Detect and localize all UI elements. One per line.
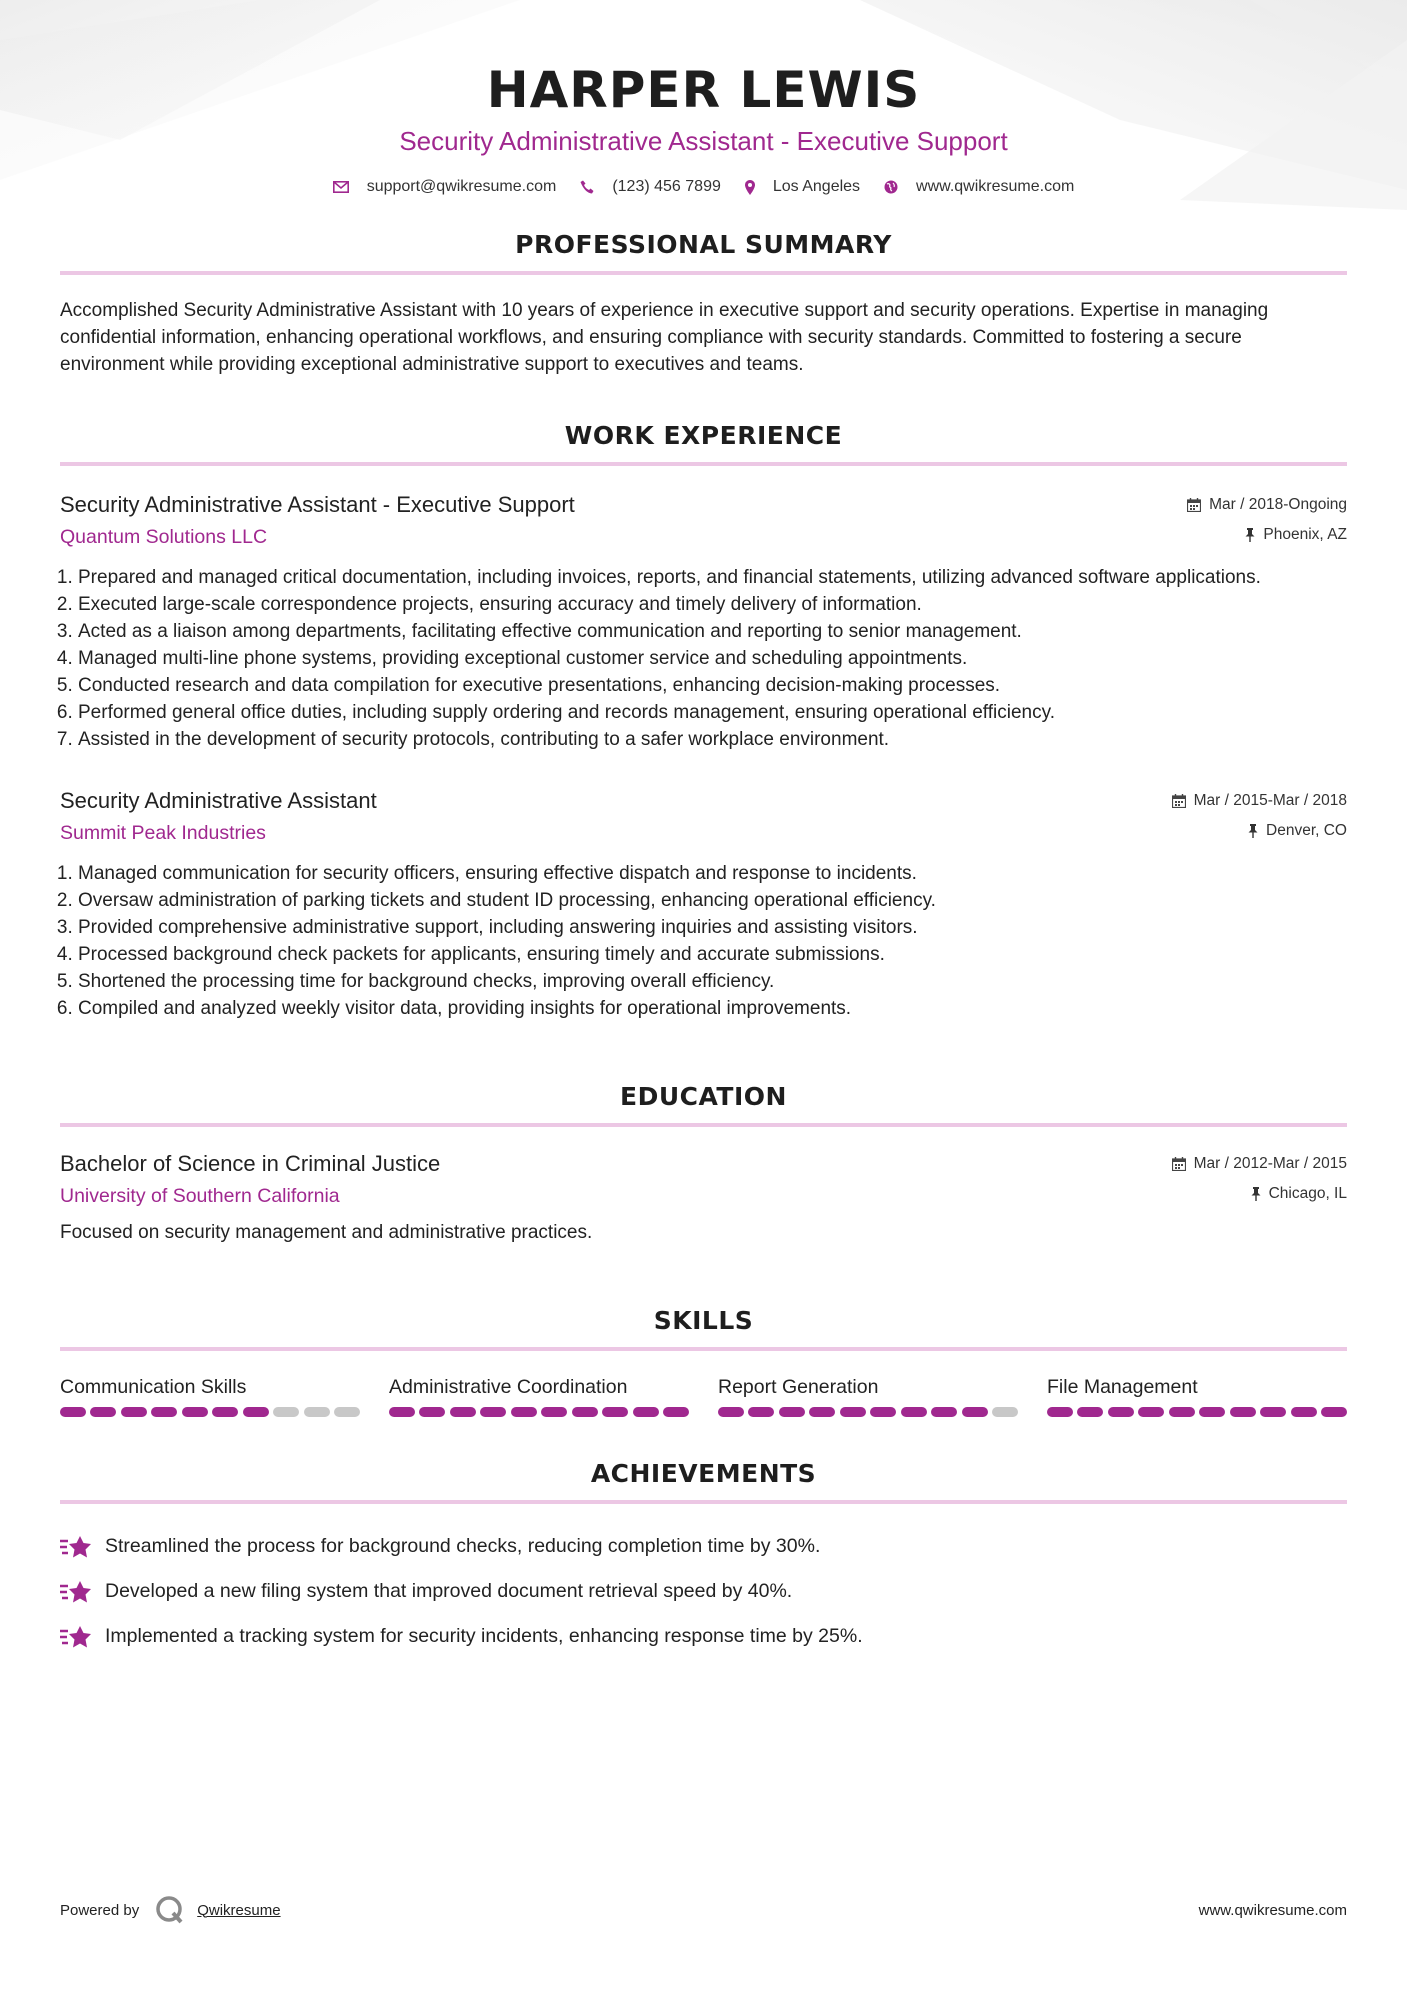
resume-header [0, 0, 1407, 196]
skill-segment-filled [931, 1407, 957, 1417]
education-heading: EDUCATION [60, 1082, 1347, 1127]
skill-name: Administrative Coordination [389, 1376, 628, 1398]
duty-item: 3. Provided comprehensive administrative support, including answering inquiries and assisting visitors. [78, 914, 1347, 941]
experience-heading: WORK EXPERIENCE [60, 421, 1347, 466]
education-description: Focused on security management and administrative practices. [60, 1222, 593, 1243]
skill-segment-filled [1230, 1407, 1256, 1417]
map-marker-icon [745, 180, 755, 195]
contact-phone[interactable] [580, 178, 721, 196]
job-header [60, 786, 1347, 848]
education-section [60, 1082, 1347, 1246]
job-header [60, 490, 1347, 552]
duty-item: 2. Executed large-scale correspondence projects, ensuring accuracy and timely delivery of information. [78, 591, 1347, 618]
skill-level-bar [389, 1407, 689, 1417]
skill-segment-filled [1138, 1407, 1164, 1417]
candidate-role: Security Administrative Assistant - Executive Support [399, 126, 1008, 156]
duty-item: 4. Managed multi-line phone systems, providing exceptional customer service and scheduling appointments. [78, 645, 1347, 672]
skill-segment-filled [840, 1407, 866, 1417]
pushpin-icon [1251, 1187, 1261, 1201]
duty-item: 6. Performed general office duties, including supply ordering and records management, ensuring operational efficiency. [78, 699, 1347, 726]
job-dates: Mar / 2015-Mar / 2018 [1193, 792, 1347, 809]
skill-segment-filled [419, 1407, 445, 1417]
job-duties [60, 564, 1347, 753]
duty-item: 5. Conducted research and data compilation for executive presentations, enhancing decision-making processes. [78, 672, 1347, 699]
education-entry [60, 1149, 1347, 1211]
summary-section [60, 230, 1347, 378]
education-meta [1172, 1149, 1347, 1211]
skill-level-bar [60, 1407, 360, 1417]
pushpin-icon [1248, 824, 1258, 838]
resume-body [0, 230, 1407, 1659]
skill-segment-empty [304, 1407, 330, 1417]
achievements-list [60, 1524, 1347, 1659]
skill-level-bar [718, 1407, 1018, 1417]
duty-item: 2. Oversaw administration of parking tickets and student ID processing, enhancing operational efficiency. [78, 887, 1347, 914]
job-meta [1187, 490, 1347, 552]
job-title: Security Administrative Assistant - Executive Support [60, 492, 575, 517]
skill-segment-filled [663, 1407, 689, 1417]
skill-item [718, 1373, 1018, 1417]
skill-segment-filled [901, 1407, 927, 1417]
website-text: www.qwikresume.com [916, 178, 1075, 195]
achievement-text: Streamlined the process for background checks, reducing completion time by 30%. [105, 1535, 821, 1557]
skills-list [60, 1373, 1347, 1417]
job-company: Summit Peak Industries [60, 822, 266, 844]
achievements-section [60, 1459, 1347, 1659]
star-icon [60, 1625, 93, 1649]
contact-location [745, 178, 860, 196]
education-location: Chicago, IL [1268, 1185, 1347, 1202]
job-location: Phoenix, AZ [1263, 526, 1347, 543]
globe-icon [884, 180, 898, 194]
skill-item [389, 1373, 689, 1417]
skill-segment-filled [60, 1407, 86, 1417]
skill-segment-filled [962, 1407, 988, 1417]
skill-segment-filled [1077, 1407, 1103, 1417]
skill-name: File Management [1047, 1376, 1198, 1398]
star-icon [60, 1535, 93, 1559]
skill-item [1047, 1373, 1347, 1417]
skill-segment-filled [182, 1407, 208, 1417]
skill-segment-filled [748, 1407, 774, 1417]
qwikresume-logo-icon [155, 1895, 185, 1925]
summary-text: Accomplished Security Administrative Assistant with 10 years of experience in executive support and security operations. Expertise in managing confidential information, enhancing operational workflows, and ensuring compliance with security standards. Committed to fostering a secure environment while providing exceptional administrative support to executives and teams. [60, 300, 1269, 375]
phone-icon [580, 180, 594, 194]
page-footer [60, 1895, 1347, 1925]
contact-email[interactable] [333, 178, 557, 196]
calendar-icon [1172, 794, 1186, 808]
job-entry [60, 786, 1347, 1022]
skill-segment-filled [1169, 1407, 1195, 1417]
degree-title: Bachelor of Science in Criminal Justice [60, 1151, 441, 1176]
job-location: Denver, CO [1266, 822, 1347, 839]
candidate-name: HARPER LEWIS [486, 61, 921, 119]
skill-segment-filled [243, 1407, 269, 1417]
calendar-icon [1172, 1157, 1186, 1171]
job-title: Security Administrative Assistant [60, 788, 377, 813]
skill-segment-filled [511, 1407, 537, 1417]
email-text: support@qwikresume.com [366, 178, 557, 195]
location-text: Los Angeles [772, 178, 861, 195]
skill-segment-empty [334, 1407, 360, 1417]
job-duties [60, 860, 1347, 1022]
achievement-item [60, 1569, 1347, 1614]
skill-segment-filled [572, 1407, 598, 1417]
summary-heading: PROFESSIONAL SUMMARY [60, 230, 1347, 275]
skill-segment-filled [450, 1407, 476, 1417]
skill-segment-filled [151, 1407, 177, 1417]
skills-heading: SKILLS [60, 1306, 1347, 1351]
contact-website[interactable] [884, 178, 1074, 196]
duty-item: 3. Acted as a liaison among departments, facilitating effective communication and reporting to senior management. [78, 618, 1347, 645]
skill-segment-filled [633, 1407, 659, 1417]
skill-segment-empty [992, 1407, 1018, 1417]
skill-segment-empty [273, 1407, 299, 1417]
duty-item: 4. Processed background check packets for applicants, ensuring timely and accurate submissions. [78, 941, 1347, 968]
powered-by-label: Powered by [60, 1901, 140, 1919]
skill-segment-filled [480, 1407, 506, 1417]
envelope-icon [333, 181, 349, 193]
skill-segment-filled [121, 1407, 147, 1417]
duty-item: 7. Assisted in the development of security protocols, contributing to a safer workplace environment. [78, 726, 1347, 753]
duty-item: 1. Managed communication for security officers, ensuring effective dispatch and response to incidents. [78, 860, 1347, 887]
job-entry [60, 490, 1347, 753]
powered-by [60, 1895, 281, 1925]
job-dates: Mar / 2018-Ongoing [1209, 496, 1347, 513]
achievement-text: Implemented a tracking system for security incidents, enhancing response time by 25%. [105, 1625, 863, 1647]
job-meta [1172, 786, 1347, 848]
skill-segment-filled [1108, 1407, 1134, 1417]
star-icon [60, 1580, 93, 1604]
skills-section [60, 1306, 1347, 1417]
skill-segment-filled [602, 1407, 628, 1417]
school-name: University of Southern California [60, 1185, 340, 1207]
achievement-text: Developed a new filing system that improved document retrieval speed by 40%. [105, 1580, 793, 1602]
achievement-item [60, 1614, 1347, 1659]
pushpin-icon [1245, 528, 1255, 542]
skill-name: Report Generation [718, 1376, 879, 1398]
skill-segment-filled [1047, 1407, 1073, 1417]
skill-segment-filled [779, 1407, 805, 1417]
duty-item: 6. Compiled and analyzed weekly visitor data, providing insights for operational improvements. [78, 995, 1347, 1022]
skill-segment-filled [718, 1407, 744, 1417]
achievement-item [60, 1524, 1347, 1569]
education-dates: Mar / 2012-Mar / 2015 [1193, 1155, 1347, 1172]
achievements-heading: ACHIEVEMENTS [60, 1459, 1347, 1504]
skill-segment-filled [1260, 1407, 1286, 1417]
qwikresume-link[interactable]: Qwikresume [197, 1901, 281, 1919]
skill-segment-filled [212, 1407, 238, 1417]
skill-segment-filled [809, 1407, 835, 1417]
skill-segment-filled [1321, 1407, 1347, 1417]
skill-item [60, 1373, 360, 1417]
skill-segment-filled [90, 1407, 116, 1417]
contact-bar [0, 178, 1407, 196]
skill-segment-filled [1291, 1407, 1317, 1417]
skill-segment-filled [870, 1407, 896, 1417]
skill-level-bar [1047, 1407, 1347, 1417]
phone-text: (123) 456 7899 [612, 178, 721, 195]
skill-segment-filled [541, 1407, 567, 1417]
duty-item: 5. Shortened the processing time for background checks, improving overall efficiency. [78, 968, 1347, 995]
duty-item: 1. Prepared and managed critical documentation, including invoices, reports, and financial statements, utilizing advanced software applications. [78, 564, 1347, 591]
job-company: Quantum Solutions LLC [60, 526, 268, 548]
calendar-icon [1187, 498, 1201, 512]
footer-website[interactable]: www.qwikresume.com [1198, 1901, 1347, 1919]
experience-section [60, 421, 1347, 1022]
skill-segment-filled [1199, 1407, 1225, 1417]
skill-name: Communication Skills [60, 1376, 247, 1398]
skill-segment-filled [389, 1407, 415, 1417]
